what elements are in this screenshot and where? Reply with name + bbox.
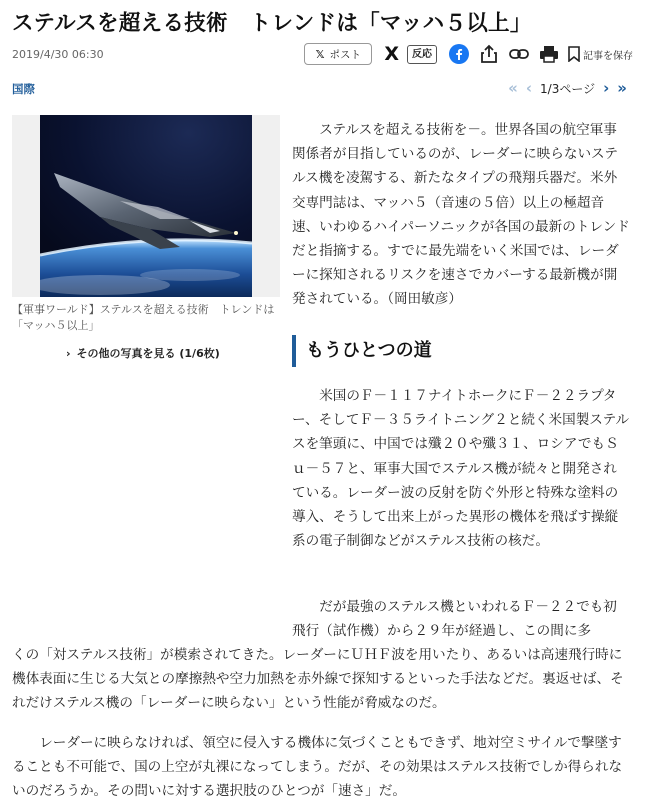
body-paragraph: だが最強のステルス機といわれるＦ－２２でも初飛行（試作機）から２９年が経過し、この間に多 <box>292 599 617 640</box>
body-paragraph-continued: くの「対ステルス技術」が模索されてきた。レーダーにＵＨＦ波を用いたり、あるいは高速飛行時に機体表面に生じる大気との摩擦熱や空力加熱を赤外線で探知するといった手法などだ。裏返せば、それだけステルス機の「レーダーに映らない」という性能が脅威なのだ。 <box>12 647 624 712</box>
article-title: ステルスを超える技術 トレンドは「マッハ５以上」 <box>12 11 532 36</box>
article-meta <box>12 40 633 68</box>
body-paragraph: レーダーに映らなければ、領空に侵入する機体に気づくこともできず、地対空ミサイルで撃墜することも不可能で、国の上空が丸裸になってしまう。だが、その効果はステルス技術でしか得られないのだろうか。その問いに対する選択肢のひとつが「速さ」だ。 <box>12 735 623 800</box>
share-icon[interactable] <box>478 43 500 65</box>
section-heading: もうひとつの道 <box>292 335 630 367</box>
chevron-right-icon: › <box>66 347 71 360</box>
prev-page-icon[interactable]: ‹ <box>525 79 533 97</box>
more-photos-label: その他の写真を見る (1/6枚) <box>76 347 220 360</box>
first-page-icon[interactable]: « <box>508 79 518 97</box>
x-share-icon[interactable]: X <box>384 43 399 65</box>
last-page-icon[interactable]: » <box>617 79 627 97</box>
reaction-button[interactable]: 反応 <box>407 45 437 64</box>
link-icon[interactable] <box>508 43 530 65</box>
share-toolbar <box>304 40 633 68</box>
body-paragraph: 米国のＦ－１１７ナイトホークにＦ－２２ラプター、そしてＦ－３５ライトニング２と続く米国製ステルスを筆頭に、中国では殲２０や殲３１、ロシアでもＳｕ－５７と、軍事大国でステルス機が続々と開発されている。レーダー波の反射を防ぐ外形と特殊な塗料の導入、そうして出来上がった異形の機体を飛ばす操縦系の電子制御などがステルス技術の核だ。 <box>292 388 630 550</box>
facebook-icon[interactable] <box>448 43 470 65</box>
more-photos-link[interactable] <box>66 345 220 361</box>
publish-date: 2019/4/30 06:30 <box>12 48 104 61</box>
save-article-label: 記事を保存 <box>583 50 633 62</box>
article-photo-frame <box>12 115 280 297</box>
bookmark-icon <box>568 46 580 62</box>
post-button[interactable] <box>304 43 372 65</box>
save-article-button[interactable] <box>568 46 633 62</box>
photo-caption: 【軍事ワールド】ステルスを超える技術 トレンドは「マッハ５以上」 <box>12 303 275 332</box>
page-indicator: 1/3ページ <box>540 81 596 96</box>
post-button-label: ポスト <box>329 48 362 61</box>
next-page-icon[interactable]: › <box>603 79 610 97</box>
x-logo-icon: 𝕏 <box>315 47 325 61</box>
body-paragraph: ステルスを超える技術を－。世界各国の航空軍事関係者が目指しているのが、レーダーに映らないステルス機を凌駕する、新たなタイプの飛翔兵器だ。米外交専門誌は、マッハ５（音速の５倍）以上の極超音速、いわゆるハイパーソニックが各国の最新のトレンドだと指摘する。すでに最先端をいく米国では、レーダーに探知されるリスクを速さでカバーする最新機が開発されている。（岡田敏彦） <box>292 122 630 308</box>
print-icon[interactable] <box>538 43 560 65</box>
hypersonic-aircraft-photo[interactable] <box>40 115 252 297</box>
pagination <box>504 79 631 97</box>
category-link[interactable]: 国際 <box>12 82 35 96</box>
